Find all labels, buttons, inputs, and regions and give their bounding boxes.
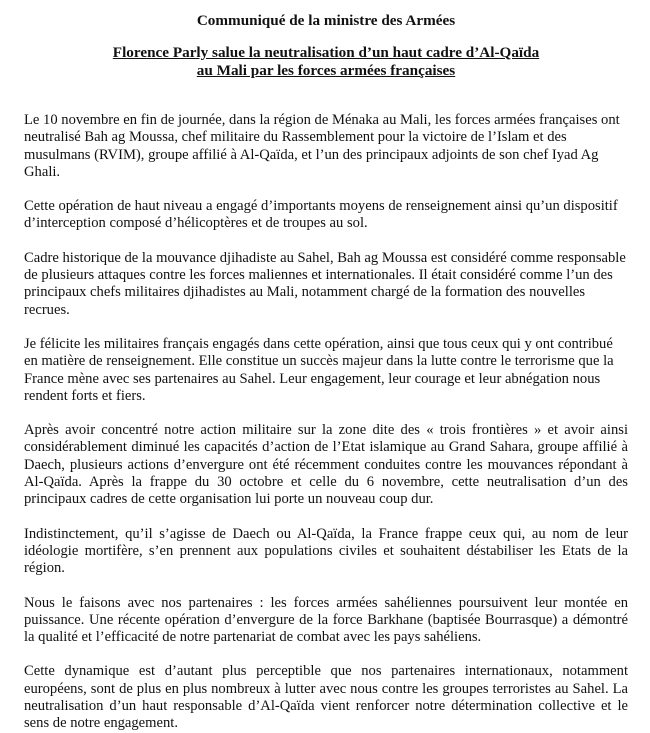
paragraph-8: Cette dynamique est d’autant plus perceptible que nos partenaires internationaux, notamment européens, sont de plus en plus nombreux à lutter avec nous contre les groupes terroristes au Sahel. La neutralisation d’un haut responsable d’Al-Qaïda vient renforcer notre détermination collective et le sens de notre engagement. (24, 663, 628, 732)
paragraph-5: Après avoir concentré notre action militaire sur la zone dite des « trois frontières » et avoir ainsi considérablement diminué les capacités d’action de l’Etat islamique au Grand Sahara, groupe affilié à Daech, plusieurs actions d’envergure ont été récemment conduites contre les mouvances répondant à Al-Qaïda. Après la frappe du 30 octobre et celle du 6 novembre, cette neutralisation d’un des principaux cadres de cette organisation lui porte un nouveau coup dur. (24, 422, 628, 508)
document-heading: Communiqué de la ministre des Armées (196, 12, 456, 29)
paragraph-1: Le 10 novembre en fin de journée, dans la région de Ménaka au Mali, les forces armées françaises ont neutralisé Bah ag Moussa, chef militaire du Rassemblement pour la victoire de l’Islam et des musulmans (RVIM), groupe affilié à Al-Qaïda, et l’un des principaux adjoints de son chef Iyad Ag Ghali. (24, 112, 620, 180)
paragraph-6: Indistinctement, qu’il s’agisse de Daech ou Al-Qaïda, la France frappe ceux qui, au nom de leur idéologie mortifère, s’en prennent aux populations civiles et souhaitent déstabiliser les Etats de la région. (24, 525, 628, 577)
document-title-line-1: Florence Parly salue la neutralisation d’un haut cadre d’Al-Qaïda (112, 44, 540, 61)
document-body (24, 112, 628, 733)
paragraph-7: Nous le faisons avec nos partenaires : les forces armées sahéliennes poursuivent leur montée en puissance. Une récente opération d’envergure de la force Barkhane (baptisée Bourrasque) a démontré la qualité et l’efficacité de notre partenariat de combat avec les pays sahéliens. (24, 594, 628, 646)
paragraph-3: Cadre historique de la mouvance djihadiste au Sahel, Bah ag Moussa est considéré comme responsable de plusieurs attaques contre les forces maliennes et internationales. Il était considéré comme l’un des principaux chefs militaires djihadistes au Mali, notamment chargé de la formation des nouvelles recrues. (24, 249, 626, 318)
document-title-line-2: au Mali par les forces armées françaises (196, 62, 456, 79)
paragraph-2: Cette opération de haut niveau a engagé d’importants moyens de renseignement ainsi qu’un dispositif d’interception composé d’hélicoptères et de troupes au sol. (24, 198, 618, 232)
paragraph-4: Je félicite les militaires français engagés dans cette opération, ainsi que tous ceux qui y ont contribué en matière de renseignement. Elle constitue un succès majeur dans la lutte contre le terrorisme que la France mène avec ses partenaires au Sahel. Leur engagement, leur courage et leur abnégation nous rendent forts et fiers. (24, 335, 614, 404)
document-title (24, 44, 628, 80)
